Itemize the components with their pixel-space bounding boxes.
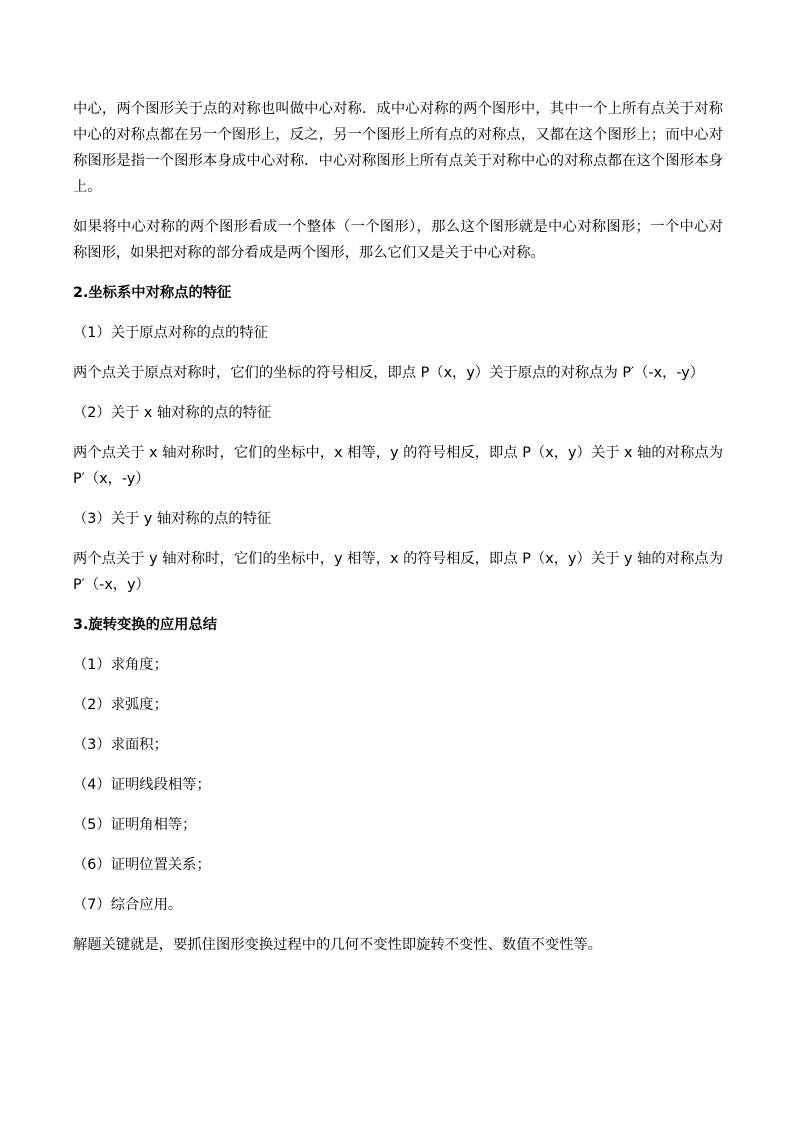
- section-2-sub1-title: （1）关于原点对称的点的特征: [73, 325, 268, 341]
- section-3-item-1: （1）求角度；: [73, 657, 168, 673]
- intro-paragraph-2: 如果将中心对称的两个图形看成一个整体（一个图形），那么这个图形就是中心对称图形；一个中心对称图形，如果把对称的部分看成是两个图形，那么它们又是关于中心对称。: [73, 219, 723, 261]
- section-3-item-4: （4）证明线段相等；: [73, 777, 211, 793]
- section-2-sub2-title: （2）关于 x 轴对称的点的特征: [73, 405, 272, 421]
- section-3-item-6: （6）证明位置关系；: [73, 857, 211, 873]
- section-2-sub3-title: （3）关于 y 轴对称的点的特征: [73, 511, 272, 527]
- section-3-item-2: （2）求弧度；: [73, 697, 168, 713]
- section-2-sub3-text: 两个点关于 y 轴对称时，它们的坐标中，y 相等，x 的符号相反，即点 P（x，y）关于 y 轴的对称点为 P′（-x，y）: [73, 551, 723, 593]
- section-3-item-3: （3）求面积；: [73, 737, 168, 753]
- section-2-sub1-text: 两个点关于原点对称时，它们的坐标的符号相反，即点 P（x，y）关于原点的对称点为 P′（-x，-y）: [73, 365, 705, 381]
- intro-paragraph-1: 中心，两个图形关于点的对称也叫做中心对称．成中心对称的两个图形中，其中一个上所有点关于对称中心的对称点都在另一个图形上，反之，另一个图形上所有点的对称点，又都在这个图形上；而中心对称图形是指一个图形本身成中心对称．中心对称图形上所有点关于对称中心的对称点都在这个图形本身上。: [73, 101, 723, 195]
- section-3-item-5: （5）证明角相等；: [73, 817, 197, 833]
- section-3-conclusion: 解题关键就是，要抓住图形变换过程中的几何不变性即旋转不变性、数值不变性等。: [73, 937, 602, 953]
- section-2-heading: 2.坐标系中对称点的特征: [73, 285, 232, 301]
- section-3-heading: 3.旋转变换的应用总结: [73, 617, 218, 633]
- document-body: [73, 96, 723, 958]
- section-2-sub2-text: 两个点关于 x 轴对称时，它们的坐标中，x 相等，y 的符号相反，即点 P（x，y）关于 x 轴的对称点为 P′（x，-y）: [73, 445, 723, 487]
- section-3-item-7: （7）综合应用。: [73, 897, 183, 913]
